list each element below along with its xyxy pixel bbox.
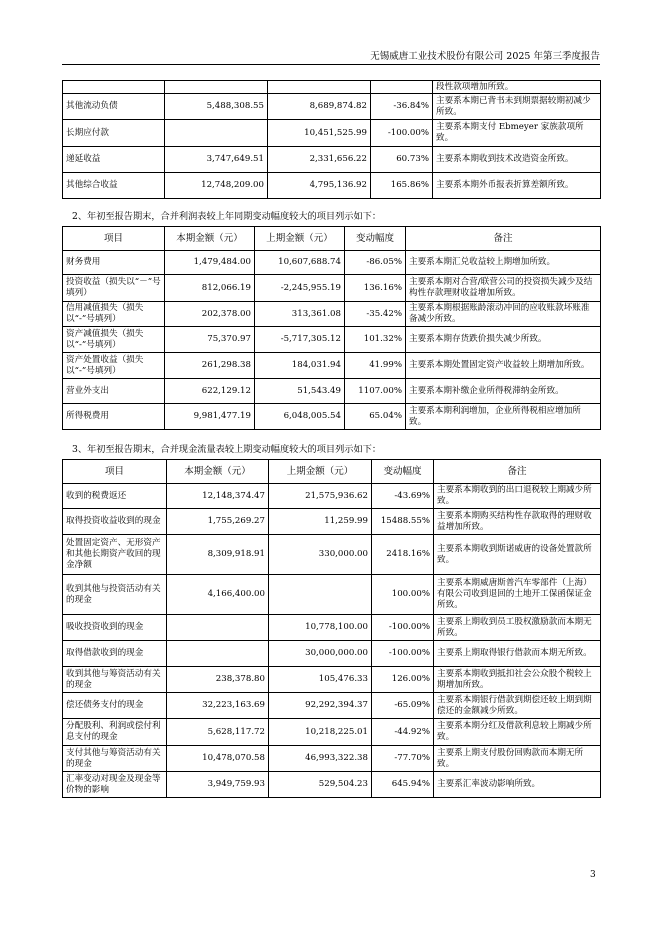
cash-flow-changes-table — [62, 459, 601, 798]
income-statement-changes-table — [62, 226, 601, 430]
table-row: 汇率变动对现金及现金等价物的影响 3,949,759.93 529,504.23 645.94% 主要系汇率波动影响所致。 — [63, 772, 601, 798]
table-header-row: 项目 本期金额（元） 上期金额（元） 变动幅度 备注 — [63, 227, 601, 251]
table-row: 收到其他与筹资活动有关的现金 238,378.80 105,476.33 126.00% 主要系本期收到抵扣社会公众股个税较上期增加所致。 — [63, 667, 601, 693]
section-caption-income: 2、年初至报告期末，合并利润表较上年同期变动幅度较大的项目列示如下： — [72, 211, 382, 222]
table-row: 长期应付款 10,451,525.99 -100.00% 主要系本期支付 Ebmeyer 家族款项所致。 — [63, 120, 601, 147]
report-title: 无锡威唐工业技术股份有限公司 2025 年第三季度报告 — [370, 51, 600, 62]
table-row: 信用减值损失（损失以“-”号填列） 202,378.00 313,361.08 -35.42% 主要系本期根据账龄滚动冲回的应收账款坏账准备减少所致。 — [63, 302, 601, 327]
table-row: 营业外支出 622,129.12 51,543.49 1107.00% 主要系本期补缴企业所得税滞纳金所致。 — [63, 379, 601, 404]
table-row: 其他流动负债 5,488,308.55 8,689,874.82 -36.84% 主要系本期已背书未到期票据较期初减少所致。 — [63, 94, 601, 120]
page-number: 3 — [590, 870, 596, 880]
table-header-row: 项目 本期金额（元） 上期金额（元） 变动幅度 备注 — [63, 460, 601, 484]
table-row: 取得借款收到的现金 30,000,000.00 -100.00% 主要系上期取得银行借款而本期无所致。 — [63, 641, 601, 667]
table-row: 资产处置收益（损失以“-”号填列） 261,298.38 184,031.94 41.99% 主要系本期处置固定资产收益较上期增加所致。 — [63, 353, 601, 379]
table-row: 收到的税费返还 12,148,374.47 21,575,936.62 -43.69% 主要系本期收到的出口退税较上期减少所致。 — [63, 484, 601, 509]
table-row: 取得投资收益收到的现金 1,755,269.27 11,259.99 15488.55% 主要系本期购买结构性存款取得的理财收益增加所致。 — [63, 509, 601, 535]
table-row: 偿还债务支付的现金 32,223,163.69 92,292,394.37 -65.09% 主要系本期银行借款到期偿还较上期到期偿还的金额减少所致。 — [63, 693, 601, 719]
balance-sheet-changes-table — [62, 80, 601, 199]
table-row: 资产减值损失（损失以“-”号填列） 75,370.97 -5,717,305.12 101.32% 主要系本期存货跌价损失减少所致。 — [63, 327, 601, 353]
table-row: 段性款项增加所致。 — [63, 81, 601, 94]
section-caption-cashflow: 3、年初至报告期末，合并现金流量表较上期变动幅度较大的项目列示如下： — [72, 444, 382, 455]
page-header — [62, 44, 600, 65]
table-row: 收到其他与投资活动有关的现金 4,166,400.00 100.00% 主要系本期威唐斯普汽车零部件（上海）有限公司收到退回的土地开工保函保证金所致。 — [63, 575, 601, 615]
table-row: 投资收益（损失以“－”号填列） 812,066.19 -2,245,955.19 136.16% 主要系本期对合营/联营公司的投资损失减少及结构性存款理财收益增加所致。 — [63, 275, 601, 302]
table-row: 支付其他与筹资活动有关的现金 10,478,070.58 46,993,322.38 -77.70% 主要系上期支付股份回购款而本期无所致。 — [63, 746, 601, 772]
table-row: 吸收投资收到的现金 10,778,100.00 -100.00% 主要系上期收到员工股权激励款而本期无所致。 — [63, 615, 601, 641]
table-row: 财务费用 1,479,484.00 10,607,688.74 -86.05% 主要系本期汇兑收益较上期增加所致。 — [63, 251, 601, 275]
table-row: 分配股利、利润或偿付利息支付的现金 5,628,117.72 10,218,225.01 -44.92% 主要系本期分红及借款利息较上期减少所致。 — [63, 719, 601, 746]
table-row: 所得税费用 9,981,477.19 6,048,005.54 65.04% 主要系本期利润增加，企业所得税相应增加所致。 — [63, 404, 601, 430]
table-row: 处置固定资产、无形资产和其他长期资产收回的现金净额 8,309,918.91 330,000.00 2418.16% 主要系本期收到斯诺威唐的设备处置款所致。 — [63, 535, 601, 575]
table-row: 递延收益 3,747,649.51 2,331,656.22 60.73% 主要系本期收到技术改造资金所致。 — [63, 147, 601, 173]
table-row: 其他综合收益 12,748,209.00 4,795,136.92 165.86% 主要系本期外币报表折算差额所致。 — [63, 173, 601, 199]
